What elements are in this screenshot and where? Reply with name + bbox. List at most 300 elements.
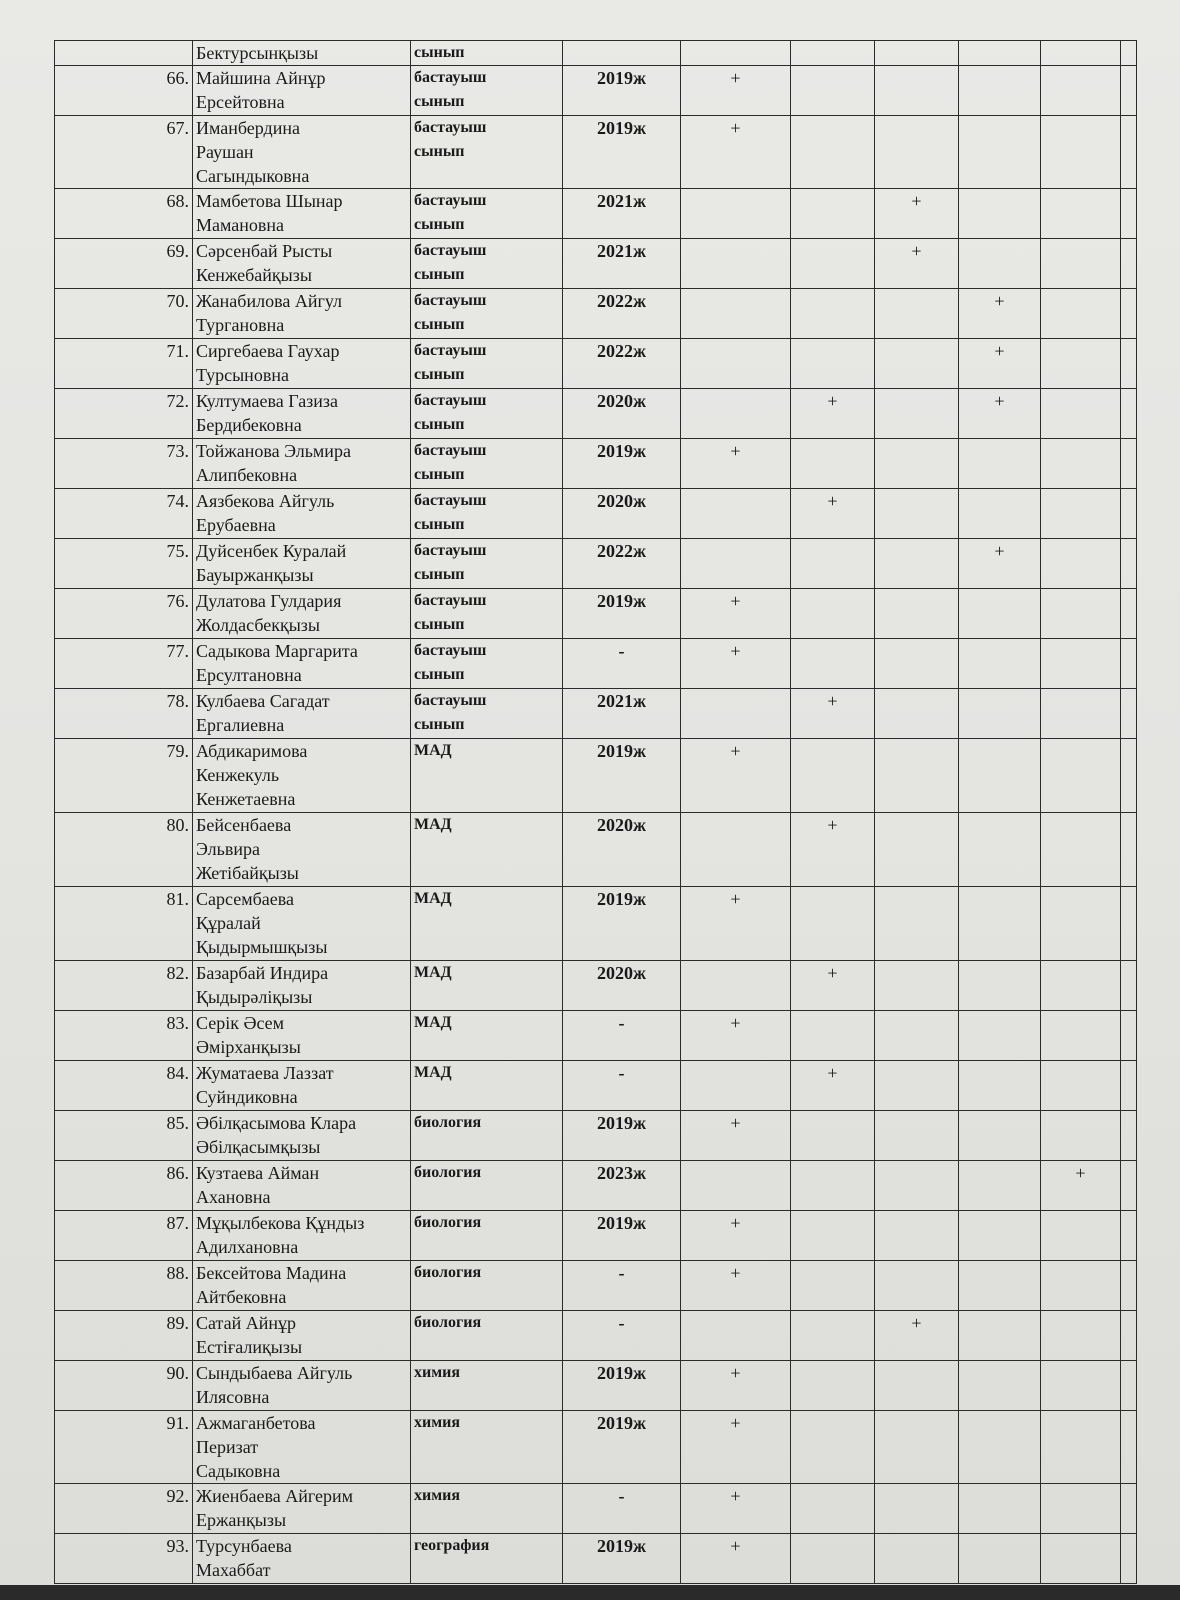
certification-year: - (563, 1061, 681, 1111)
name-line: Сәрсенбай Рысты (196, 241, 333, 261)
table-row (55, 439, 1137, 489)
name-line: Ерсейтовна (196, 92, 285, 112)
row-number: 83. (55, 1011, 193, 1061)
mark-cell (681, 539, 791, 589)
name-line: Сарсембаева (196, 889, 294, 909)
teacher-name (193, 639, 411, 689)
mark-cell (681, 339, 791, 389)
certification-year: 2022ж (563, 339, 681, 389)
certification-year: 2020ж (563, 961, 681, 1011)
name-line: Бауыржанқызы (196, 565, 314, 585)
subject-line: биология (414, 1114, 482, 1131)
table-row (55, 1311, 1137, 1361)
table-row (55, 887, 1137, 961)
row-number: 89. (55, 1311, 193, 1361)
teacher-name (193, 289, 411, 339)
row-number: 81. (55, 887, 193, 961)
mark-cell (791, 439, 875, 489)
mark-cell (959, 116, 1041, 189)
name-line: Абдикаримова (196, 741, 308, 761)
mark-cell (791, 239, 875, 289)
mark-cell (791, 1261, 875, 1311)
name-line: Кенжетаевна (196, 789, 296, 809)
certification-year: 2019ж (563, 589, 681, 639)
subject-line: сынып (414, 666, 465, 683)
mark-cell: + (681, 1361, 791, 1411)
subject (411, 489, 563, 539)
mark-cell (1121, 887, 1137, 961)
mark-cell (1121, 1361, 1137, 1411)
teacher-name (193, 887, 411, 961)
teacher-name (193, 689, 411, 739)
mark-cell: + (681, 739, 791, 813)
subject (411, 1061, 563, 1111)
teacher-name (193, 189, 411, 239)
mark-cell (1121, 289, 1137, 339)
mark-cell (875, 1111, 959, 1161)
teacher-name (193, 1111, 411, 1161)
table-row (55, 1484, 1137, 1534)
subject (411, 239, 563, 289)
mark-cell (791, 66, 875, 116)
table-row (55, 1111, 1137, 1161)
name-line: Серік Әсем (196, 1013, 285, 1033)
table-row (55, 66, 1137, 116)
mark-cell (959, 239, 1041, 289)
mark-cell (875, 689, 959, 739)
subject (411, 1161, 563, 1211)
row-number: 79. (55, 739, 193, 813)
subject-line: сынып (414, 266, 465, 283)
mark-cell: + (875, 189, 959, 239)
name-line: Садыковна (196, 1461, 281, 1481)
teacher-name (193, 239, 411, 289)
certification-year: - (563, 1261, 681, 1311)
mark-cell (791, 539, 875, 589)
certification-year: 2019ж (563, 66, 681, 116)
mark-cell (791, 887, 875, 961)
mark-cell (1041, 1261, 1121, 1311)
mark-cell (1121, 1111, 1137, 1161)
mark-cell: + (791, 813, 875, 887)
mark-cell (875, 1361, 959, 1411)
teacher-name (193, 1311, 411, 1361)
row-number: 92. (55, 1484, 193, 1534)
row-number: 68. (55, 189, 193, 239)
subject-line: сынып (414, 44, 465, 61)
subject (411, 1011, 563, 1061)
mark-cell (875, 1484, 959, 1534)
name-line: Ергалиевна (196, 715, 285, 735)
mark-cell (681, 389, 791, 439)
mark-cell (1121, 189, 1137, 239)
roster-body (55, 41, 1137, 1584)
mark-cell (791, 1311, 875, 1361)
mark-cell (791, 41, 875, 66)
mark-cell (1041, 189, 1121, 239)
name-line: Кузтаева Айман (196, 1163, 320, 1183)
subject-line: биология (414, 1264, 482, 1281)
name-line: Базарбай Индира (196, 963, 329, 983)
mark-cell: + (681, 887, 791, 961)
name-line: Ержанқызы (196, 1510, 287, 1530)
mark-cell (959, 1484, 1041, 1534)
mark-cell (1121, 116, 1137, 189)
name-line: Әмірханқызы (196, 1037, 301, 1057)
certification-year: 2022ж (563, 289, 681, 339)
teacher-name (193, 339, 411, 389)
subject-line: бастауыш (414, 442, 487, 459)
subject-line: МАД (414, 816, 452, 833)
mark-cell (875, 339, 959, 389)
row-number: 82. (55, 961, 193, 1011)
mark-cell: + (959, 389, 1041, 439)
teacher-name (193, 1411, 411, 1484)
subject-line: химия (414, 1487, 460, 1504)
name-line: Култумаева Газиза (196, 391, 339, 411)
subject (411, 116, 563, 189)
name-line: Естіғалиқызы (196, 1337, 303, 1357)
certification-year: 2021ж (563, 689, 681, 739)
subject-line: сынып (414, 466, 465, 483)
table-row (55, 689, 1137, 739)
subject (411, 1411, 563, 1484)
mark-cell: + (681, 589, 791, 639)
subject (411, 1311, 563, 1361)
mark-cell (1121, 1411, 1137, 1484)
subject (411, 813, 563, 887)
subject-line: МАД (414, 742, 452, 759)
certification-year: - (563, 1484, 681, 1534)
mark-cell (1041, 1361, 1121, 1411)
teacher-name (193, 1061, 411, 1111)
mark-cell (1041, 239, 1121, 289)
certification-year: 2019ж (563, 1111, 681, 1161)
table-row (55, 189, 1137, 239)
subject-line: сынып (414, 516, 465, 533)
mark-cell (681, 41, 791, 66)
name-line: Ажмаганбетова (196, 1413, 316, 1433)
row-number: 67. (55, 116, 193, 189)
teacher-name (193, 1011, 411, 1061)
mark-cell (875, 1261, 959, 1311)
mark-cell: + (681, 1534, 791, 1584)
mark-cell (1121, 439, 1137, 489)
subject-line: биология (414, 1314, 482, 1331)
mark-cell (1121, 41, 1137, 66)
certification-year: - (563, 639, 681, 689)
subject-line: бастауыш (414, 542, 487, 559)
name-line: Бексейтова Мадина (196, 1263, 347, 1283)
row-number: 71. (55, 339, 193, 389)
name-line: Аязбекова Айгуль (196, 491, 335, 511)
certification-year: 2020ж (563, 489, 681, 539)
subject (411, 539, 563, 589)
table-row (55, 339, 1137, 389)
mark-cell (1121, 1311, 1137, 1361)
mark-cell (959, 1411, 1041, 1484)
mark-cell: + (681, 116, 791, 189)
subject-line: сынып (414, 616, 465, 633)
certification-year: - (563, 1311, 681, 1361)
mark-cell (1041, 1534, 1121, 1584)
mark-cell (681, 189, 791, 239)
mark-cell (1121, 66, 1137, 116)
certification-year: 2019ж (563, 1211, 681, 1261)
mark-cell (875, 887, 959, 961)
mark-cell: + (681, 439, 791, 489)
mark-cell (1041, 639, 1121, 689)
mark-cell: + (681, 1484, 791, 1534)
subject (411, 389, 563, 439)
row-number: 93. (55, 1534, 193, 1584)
row-number: 66. (55, 66, 193, 116)
subject-line: сынып (414, 216, 465, 233)
mark-cell (791, 1211, 875, 1261)
row-number: 72. (55, 389, 193, 439)
row-number: 86. (55, 1161, 193, 1211)
teacher-name (193, 41, 411, 66)
table-row (55, 1211, 1137, 1261)
mark-cell (959, 1534, 1041, 1584)
table-row (55, 539, 1137, 589)
table-row (55, 489, 1137, 539)
mark-cell (1041, 439, 1121, 489)
mark-cell (875, 639, 959, 689)
table-row (55, 239, 1137, 289)
mark-cell (1121, 961, 1137, 1011)
mark-cell (681, 689, 791, 739)
certification-year: 2019ж (563, 887, 681, 961)
teacher-name (193, 66, 411, 116)
mark-cell (681, 289, 791, 339)
name-line: Жанабилова Айгул (196, 291, 343, 311)
mark-cell (1041, 739, 1121, 813)
subject-line: бастауыш (414, 342, 487, 359)
mark-cell (1121, 739, 1137, 813)
name-line: Сиргебаева Гаухар (196, 341, 340, 361)
subject-line: бастауыш (414, 392, 487, 409)
row-number: 88. (55, 1261, 193, 1311)
name-line: Майшина Айнұр (196, 68, 326, 88)
mark-cell (791, 1361, 875, 1411)
name-line: Дуйсенбек Куралай (196, 541, 347, 561)
mark-cell (1121, 689, 1137, 739)
name-line: Мұқылбекова Құндыз (196, 1213, 365, 1233)
mark-cell (1121, 639, 1137, 689)
subject-line: биология (414, 1214, 482, 1231)
certification-year: 2022ж (563, 539, 681, 589)
name-line: Сатай Айнұр (196, 1313, 297, 1333)
name-line: Кенжекуль (196, 765, 280, 785)
mark-cell: + (681, 1411, 791, 1484)
mark-cell (959, 639, 1041, 689)
certification-year: 2020ж (563, 813, 681, 887)
row-number (55, 41, 193, 66)
name-line: Жетібайқызы (196, 863, 299, 883)
mark-cell (1121, 1011, 1137, 1061)
subject-line: МАД (414, 1014, 452, 1031)
teacher-name (193, 1261, 411, 1311)
mark-cell (1041, 1111, 1121, 1161)
subject (411, 339, 563, 389)
table-row (55, 289, 1137, 339)
mark-cell (1041, 489, 1121, 539)
subject (411, 639, 563, 689)
mark-cell (1121, 1261, 1137, 1311)
mark-cell (791, 189, 875, 239)
mark-cell (875, 66, 959, 116)
subject (411, 589, 563, 639)
mark-cell (875, 489, 959, 539)
certification-year: 2019ж (563, 1534, 681, 1584)
mark-cell (681, 489, 791, 539)
mark-cell (1121, 339, 1137, 389)
mark-cell (959, 813, 1041, 887)
subject-line: МАД (414, 964, 452, 981)
mark-cell: + (959, 289, 1041, 339)
mark-cell (791, 639, 875, 689)
mark-cell: + (791, 489, 875, 539)
mark-cell (875, 813, 959, 887)
row-number: 90. (55, 1361, 193, 1411)
certification-year: 2021ж (563, 189, 681, 239)
name-line: Адилхановна (196, 1237, 299, 1257)
subject-line: бастауыш (414, 69, 487, 86)
mark-cell (1041, 116, 1121, 189)
table-row (55, 1261, 1137, 1311)
name-line: Бердибековна (196, 415, 302, 435)
table-row (55, 1061, 1137, 1111)
mark-cell (875, 116, 959, 189)
page-edge (0, 1585, 1180, 1600)
mark-cell: + (875, 1311, 959, 1361)
name-line: Жиенбаева Айгерим (196, 1486, 354, 1506)
mark-cell (1121, 1484, 1137, 1534)
table-row (55, 961, 1137, 1011)
mark-cell (875, 41, 959, 66)
subject-line: сынып (414, 316, 465, 333)
mark-cell (1041, 66, 1121, 116)
table-row (55, 589, 1137, 639)
name-line: Кулбаева Сагадат (196, 691, 330, 711)
name-line: Бектурсынқызы (196, 43, 319, 63)
table-row (55, 389, 1137, 439)
teacher-name (193, 813, 411, 887)
mark-cell (1041, 1211, 1121, 1261)
teacher-name (193, 116, 411, 189)
certification-year (563, 41, 681, 66)
mark-cell (1041, 1484, 1121, 1534)
mark-cell (1121, 813, 1137, 887)
mark-cell: + (875, 239, 959, 289)
name-line: Қыдырмышқызы (196, 937, 328, 957)
name-line: Кенжебайқызы (196, 265, 312, 285)
mark-cell (791, 1111, 875, 1161)
mark-cell (1121, 1161, 1137, 1211)
table-row (55, 739, 1137, 813)
mark-cell (1041, 689, 1121, 739)
mark-cell (875, 389, 959, 439)
mark-cell (791, 1484, 875, 1534)
mark-cell (791, 289, 875, 339)
mark-cell (681, 1061, 791, 1111)
mark-cell (1121, 539, 1137, 589)
name-line: Эльвира (196, 839, 260, 859)
subject (411, 961, 563, 1011)
row-number: 87. (55, 1211, 193, 1261)
mark-cell (1041, 539, 1121, 589)
mark-cell (1041, 887, 1121, 961)
subject-line: сынып (414, 716, 465, 733)
subject (411, 887, 563, 961)
row-number: 84. (55, 1061, 193, 1111)
row-number: 76. (55, 589, 193, 639)
mark-cell (959, 1211, 1041, 1261)
row-number: 69. (55, 239, 193, 289)
table-row (55, 1411, 1137, 1484)
table-row (55, 116, 1137, 189)
table-row (55, 1161, 1137, 1211)
name-line: Жолдасбекқызы (196, 615, 321, 635)
subject-line: сынып (414, 416, 465, 433)
mark-cell (1041, 1311, 1121, 1361)
name-line: Сындыбаева Айгуль (196, 1363, 353, 1383)
mark-cell (681, 1161, 791, 1211)
mark-cell (959, 887, 1041, 961)
name-line: Ерубаевна (196, 515, 276, 535)
subject-line: бастауыш (414, 292, 487, 309)
mark-cell (959, 41, 1041, 66)
mark-cell (875, 289, 959, 339)
name-line: Турсунбаева (196, 1536, 292, 1556)
row-number: 73. (55, 439, 193, 489)
subject (411, 189, 563, 239)
mark-cell (1041, 1061, 1121, 1111)
mark-cell (959, 1111, 1041, 1161)
mark-cell (875, 961, 959, 1011)
name-line: Мамбетова Шынар (196, 191, 343, 211)
row-number: 74. (55, 489, 193, 539)
table-row (55, 41, 1137, 66)
mark-cell (791, 1411, 875, 1484)
subject-line: сынып (414, 366, 465, 383)
mark-cell: + (1041, 1161, 1121, 1211)
mark-cell (791, 739, 875, 813)
name-line: Перизат (196, 1437, 259, 1457)
certification-year: 2020ж (563, 389, 681, 439)
row-number: 75. (55, 539, 193, 589)
name-line: Айтбековна (196, 1287, 287, 1307)
name-line: Қыдырәліқызы (196, 987, 313, 1007)
subject (411, 439, 563, 489)
mark-cell (959, 589, 1041, 639)
mark-cell (1041, 813, 1121, 887)
mark-cell (959, 1161, 1041, 1211)
mark-cell (1041, 41, 1121, 66)
mark-cell (959, 1311, 1041, 1361)
subject (411, 289, 563, 339)
name-line: Суйндиковна (196, 1087, 298, 1107)
teacher-name (193, 489, 411, 539)
mark-cell (959, 961, 1041, 1011)
table-row (55, 1011, 1137, 1061)
subject (411, 66, 563, 116)
subject-line: химия (414, 1364, 460, 1381)
teacher-name (193, 589, 411, 639)
mark-cell (1041, 289, 1121, 339)
certification-year: 2021ж (563, 239, 681, 289)
